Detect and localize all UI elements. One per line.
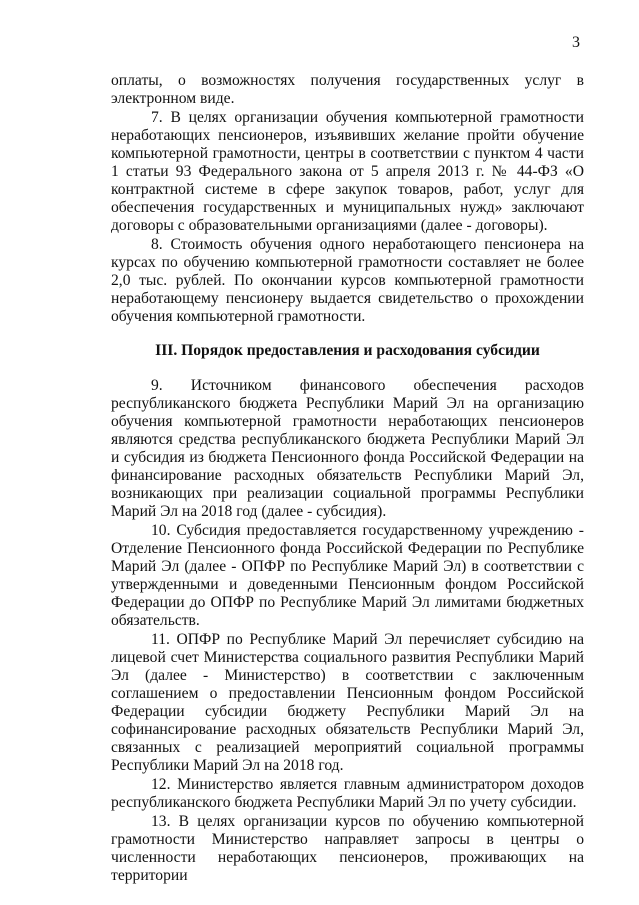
document-body [111,72,584,885]
page-number: 3 [572,34,580,51]
paragraph-9: 9. Источником финансового обеспечения расходов республиканского бюджета Республики Марий Эл на организацию обучения компьютерной грамотности неработающих пенсионеров являются средства республиканского бюджета Республики Марий Эл и субсидия из бюджета Пенсионного фонда Российской Федерации на финансирование расходных обязательств Республики Марий Эл, возникающих при реализации социальной программы Республики Марий Эл на 2018 год (далее - субсидия). [111,377,584,520]
paragraph-11: 11. ОПФР по Республике Марий Эл перечисляет субсидию на лицевой счет Министерства социального развития Республики Марий Эл (далее - Министерство) в соответствии с заключенным соглашением о предоставлении Пенсионным фондом Российской Федерации субсидии бюджету Республики Марий Эл на софинансирование расходных обязательств Республики Марий Эл, связанных с реализацией мероприятий социальной программы Республики Марий Эл на 2018 год. [111,631,584,774]
paragraph-12: 12. Министерство является главным администратором доходов республиканского бюджета Республики Марий Эл по учету субсидии. [111,776,584,811]
paragraph-continuation: оплаты, о возможностях получения государственных услуг в электронном виде. [111,72,584,107]
section-heading: III. Порядок предоставления и расходования субсидии [155,342,540,359]
paragraph-7: 7. В целях организации обучения компьютерной грамотности неработающих пенсионеров, изъявивших желание пройти обучение компьютерной грамотности, центры в соответствии с пунктом 4 части 1 статьи 93 Федерального закона от 5 апреля 2013 г. № 44-ФЗ «О контрактной системе в сфере закупок товаров, работ, услуг для обеспечения государственных и муниципальных нужд» заключают договоры с образовательными организациями (далее - договоры). [111,109,584,234]
paragraph-10: 10. Субсидия предоставляется государственному учреждению - Отделение Пенсионного фонда Российской Федерации по Республике Марий Эл (далее - ОПФР по Республике Марий Эл) в соответствии с утвержденными и доведенными Пенсионным фондом Российской Федерации до ОПФР по Республике Марий Эл лимитами бюджетных обязательств. [111,522,584,629]
paragraph-13: 13. В целях организации курсов по обучению компьютерной грамотности Министерство направляет запросы в центры о численности неработающих пенсионеров, проживающих на территории [111,813,584,884]
paragraph-8: 8. Стоимость обучения одного неработающего пенсионера на курсах по обучению компьютерной грамотности составляет не более 2,0 тыс. рублей. По окончании курсов компьютерной грамотности неработающему пенсионеру выдается свидетельство о прохождении обучения компьютерной грамотности. [111,236,584,325]
